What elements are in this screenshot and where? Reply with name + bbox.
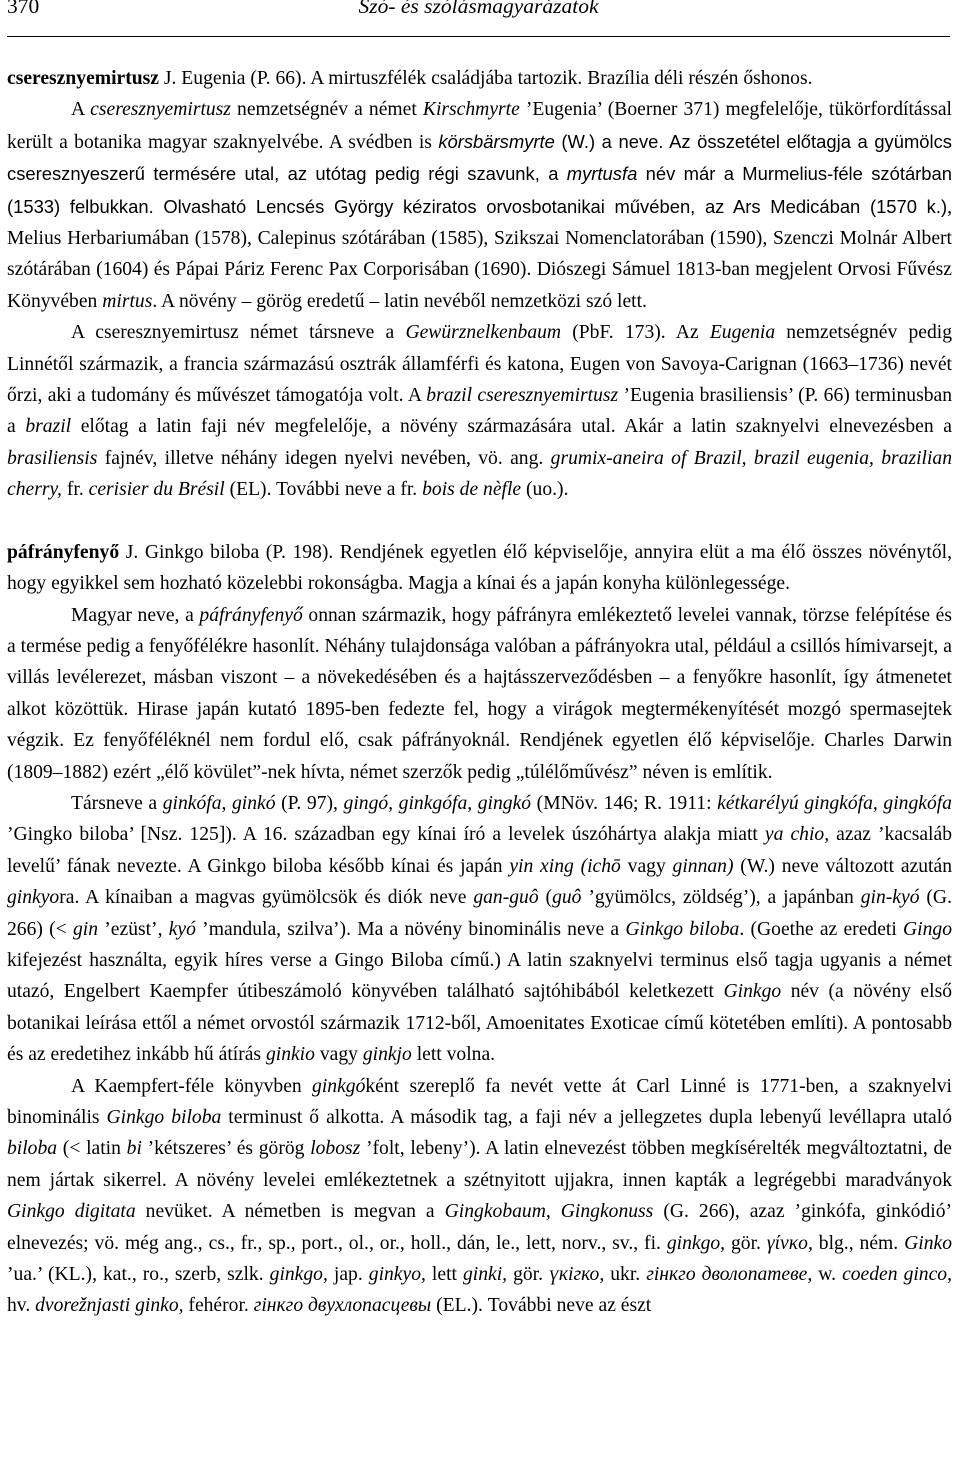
text-run: dvorežnjasti ginko, — [35, 1295, 184, 1317]
text-run: ginki, — [462, 1264, 508, 1286]
text-run: gin — [72, 918, 99, 940]
text-run: páfrányfenyő — [199, 604, 303, 626]
running-title: Szó- és szólásmagyarázatok — [358, 0, 599, 18]
text-run: cerisier du Brésil — [88, 479, 225, 501]
text-run: (< latin — [57, 1138, 127, 1160]
text-run: gingó, ginkgófa, gingkó — [343, 792, 532, 814]
text-run: ’mandula, szilva’). Ma a növény binominális neve a — [195, 918, 626, 940]
text-run: ginnan) — [672, 855, 734, 877]
text-run: biloba — [7, 1138, 58, 1160]
text-run: Ginkgo digitata — [7, 1201, 136, 1223]
entry-pafranyfenyo-paragraph — [7, 1071, 952, 1322]
text-run: . (Goethe az eredeti — [739, 918, 904, 940]
text-run: lobosz — [310, 1138, 361, 1160]
text-run: ként szereplő fa nevét vette át Carl Linné is 1771-ben, a szaknyelvi binominális — [7, 1075, 952, 1128]
text-run: (uo.). — [521, 479, 569, 501]
text-run: nemzetségnév pedig Linnétől származik, a francia származású osztrák államférfi és katona, Eugen von Savoya-Carignan (1663–1736) nevét őrzi, aki a tudomány és művészet támogatója volt. A — [7, 322, 952, 407]
text-run: myrtusfa — [566, 163, 638, 185]
text-run: ’Eugenia brasiliensis’ (P. 66) terminusban a — [7, 385, 952, 438]
text-run: coeden ginco, — [842, 1264, 952, 1286]
text-run: (G. 266) (< — [7, 887, 952, 940]
text-run: ’folt, lebeny’). A latin elnevezést többen megkísérelték megváltoztatni, de nem jártak sikerrel. A növény levelei emlékeztetnek a szétnyitott ujjakra, innen kapták a legrégebbi maradványok — [7, 1138, 952, 1191]
text-run: ginkio — [265, 1044, 315, 1066]
text-run: bois de nèfle — [422, 479, 522, 501]
text-run: ukr. — [604, 1264, 647, 1286]
text-run: cseresznyemirtusz — [90, 99, 231, 121]
entry-cseresznyemirtusz-paragraph — [7, 94, 952, 317]
text-run: Gingkobaum, Gingkonuss — [444, 1201, 654, 1223]
text-run: előtag a latin faji név megfelelője, a növény származására utal. Akár a latin szaknyelvi elnevezésben a — [71, 416, 952, 438]
text-run: ’gyümölcs, zöldség’), a japánban — [581, 887, 861, 909]
text-run: név már a Murmelius-féle szótárban (1533) felbukkan. — [7, 163, 952, 217]
entry-pafranyfenyo-paragraph — [7, 600, 952, 788]
text-run: (EL.). További neve az észt — [431, 1295, 652, 1317]
text-run: nevüket. A németben is megvan a — [135, 1201, 445, 1223]
text-run: vagy — [620, 855, 673, 877]
text-run: ’ua.’ (KL.), kat., ro., szerb, szlk. — [7, 1264, 270, 1286]
entry-headword: páfrányfenyő — [7, 541, 120, 563]
text-run: (P. 97), — [275, 792, 344, 814]
text-run: Magyar neve, a — [71, 604, 200, 626]
text-run: ginkófa, ginkó — [162, 792, 276, 814]
text-run: A — [71, 99, 91, 121]
text-run: ya chio, — [764, 824, 830, 846]
text-run: ginkgo, — [269, 1264, 328, 1286]
entry-cseresznyemirtusz-intro — [7, 63, 952, 94]
text-run: w. — [812, 1264, 843, 1286]
text-run: mirtus — [102, 290, 153, 312]
text-run: gör. — [507, 1264, 550, 1286]
text-run: lett — [425, 1264, 463, 1286]
text-run: Ginkgo — [723, 981, 782, 1003]
text-run: Kirschmyrte — [422, 99, 520, 121]
text-run: onnan származik, hogy páfrányra emlékeztető levelei vannak, törzse felépítése és a termése pedig a fenyőfélékre hasonlít. Néhány tulajdonsága valóban a páfrányokra utal, például a csillós hímivarsejt, a villás levélerezet, másban viszont – a növekedésében és a hajtásszerveződésben – a fenyőkre hasonlít, így átmenetet alkot közöttük. Hirase japán kutató 1895-ben fedezte fel, hogy a virágok megtermékenyítését mozgó spermasejtek végzik. Ez fenyőféléknél nem fordul elő, csak páfrányoknál. Rendjének egyetlen élő képviselője. Charles Darwin (1809–1882) ezért „élő kövület”-nek hívta, német szerzők pedig „túlélőművész” néven is említik. — [7, 604, 952, 783]
text-run: kétkarélyú gingkófa, gingkófa — [717, 792, 952, 814]
text-run: lett volna. — [411, 1044, 496, 1066]
text-run: fajnév, illetve néhány idegen nyelvi nevében, vö. ang. — [97, 447, 551, 469]
text-run: hv. — [7, 1295, 36, 1317]
page-header — [7, 0, 950, 37]
text-run: brazil cseresznyemirtusz — [426, 385, 619, 407]
text-run: blg., ném. — [812, 1232, 905, 1254]
text-run: Ginko — [904, 1232, 952, 1254]
text-run: ginkjo — [362, 1044, 412, 1066]
text-run: ra. A kínaiban a magvas gyümölcsök és diók neve — [59, 887, 474, 909]
text-run: (W.) neve változott azután — [733, 855, 952, 877]
text-run: (G. 266), azaz ’ginkófa, ginkódió’ elnevezés; vö. még ang., cs., fr., sp., port., ol., or., holl., dán, le., lett, norv., sv., fi. — [7, 1201, 953, 1254]
entry-headword: cseresznyemirtusz — [7, 68, 159, 89]
entry-pafranyfenyo-paragraph — [7, 788, 952, 1071]
text-run: (PbF. 173). Az — [561, 322, 710, 344]
text-run: γίνκο, — [766, 1232, 813, 1254]
text-run: (EL). További neve a fr. — [224, 479, 423, 501]
text-run: J. Eugenia (P. 66). A mirtuszfélék családjába tartozik. Brazília déli részén őshonos. — [158, 68, 813, 89]
text-run: vagy — [314, 1044, 363, 1066]
text-run: nemzetségnév a német — [230, 99, 423, 121]
text-run: Olvasható Lencsés György kéziratos orvosbotanikai művében, az Ars Medicában (1570 k.) — [153, 195, 948, 217]
text-run: үкігко, — [549, 1264, 605, 1286]
text-run: Ginkgo biloba — [106, 1107, 222, 1128]
text-run: körsbärsmyrte — [438, 130, 555, 152]
dictionary-content — [7, 63, 952, 1322]
text-run: jap. — [327, 1264, 369, 1286]
text-run: kifejezést használta, egyik híres verse a Gingo Biloba című.) A latin szaknyelvi terminus első tagja ugyanis a német utazó, Engelbert Kaempfer útibeszámoló könyvében található sajtóhibából keletkezett — [7, 949, 952, 1003]
text-run: bi — [126, 1138, 142, 1160]
text-run: ’Gingko biloba’ [Nsz. 125]). A 16. században egy kínai író a levelek úszóhártya alakja miatt — [7, 824, 765, 846]
text-run: (W.) a neve. — [554, 130, 670, 152]
text-run: guô — [552, 887, 582, 909]
text-run: , Melius Herbariumában (1578), Calepinus szótárában (1585), Szikszai Nomenclatorában (1590), Szenczi Molnár Albert szótárában (1604) és Pápai Páriz Ferenc Pax Corporisában (1690). Diószegi Sámuel 1813-ban megjelent Orvosi Fűvész Könyvében — [7, 196, 953, 312]
text-run: A Kaempfert-féle könyvben — [71, 1075, 313, 1097]
text-run: ( — [538, 887, 553, 909]
text-run: ginkyo, — [368, 1264, 426, 1286]
text-run: Gewürznelkenbaum — [405, 322, 562, 344]
text-run: ’kétszeres’ és görög — [141, 1138, 311, 1160]
text-run: гінкго двухлопасцевы — [253, 1295, 432, 1317]
text-run: gör. — [725, 1232, 767, 1254]
text-run: ginkgo, — [666, 1232, 726, 1254]
text-run: azaz ’kacsaláb levelű’ fának nevezte. A Ginkgo biloba később kínai és japán — [7, 824, 952, 877]
text-run: Az összetétel előtagja a gyümölcs cseresznyeszerű termésére utal, az utótag pedig régi szavunk, a — [7, 130, 952, 185]
text-run: Eugenia — [709, 322, 776, 344]
text-run: (MNöv. 146; R. 1911: — [531, 792, 718, 814]
text-run: ’Eugenia’ (Boerner 371) megfelelője, tükörfordítással került a botanika magyar szaknyelvébe. A svédben is — [7, 99, 952, 153]
text-run: ginkgó — [312, 1075, 366, 1097]
text-run: yin xing (ichō — [509, 855, 621, 877]
text-run: gan-guô — [473, 887, 539, 909]
text-run: Ginkgo biloba — [625, 918, 740, 940]
text-run: brasiliensis — [7, 447, 98, 469]
page-number: 370 — [7, 0, 40, 18]
text-run: kyó — [168, 918, 196, 940]
entry-separator — [7, 506, 952, 537]
text-run: ginkyo — [7, 887, 60, 909]
text-run: . A növény – görög eredetű – latin nevéből nemzetközi szó lett. — [152, 290, 647, 312]
text-run: гінкго дволопатеве, — [646, 1264, 813, 1286]
text-run: Társneve a — [71, 792, 163, 814]
text-run: fehéror. — [183, 1295, 254, 1317]
text-run: brazil — [25, 416, 72, 438]
text-run: név (a növény első botanikai leírása ettől a német orvostól származik 1712-ből, Amoenitates Exoticae című kötetében említi). A pontosabb és az eredetihez inkább hű átírás — [7, 981, 952, 1066]
text-run: J. Ginkgo biloba (P. 198). Rendjének egyetlen élő képviselője, annyira elüt a ma élő összes növénytől, hogy egyikkel sem hozható közelebbi rokonságba. Magja a kínai és a japán konyha különlegessége. — [7, 541, 952, 595]
text-run: ’ezüst’, — [98, 918, 169, 940]
entry-cseresznyemirtusz-paragraph — [7, 317, 952, 505]
entry-pafranyfenyo-intro — [7, 537, 952, 600]
text-run: grumix-aneira of Brazil, brazil eugenia, brazilian cherry, — [7, 447, 952, 501]
text-run: A cseresznyemirtusz német társneve a — [71, 322, 406, 344]
text-run: fr. — [61, 479, 89, 501]
text-run: Gingo — [903, 918, 953, 940]
text-run: terminust ő alkotta. A második tag, a faji név a jellegzetes dupla lebenyű levéllapra utaló — [221, 1107, 952, 1128]
text-run: gin-kyó — [860, 887, 920, 909]
